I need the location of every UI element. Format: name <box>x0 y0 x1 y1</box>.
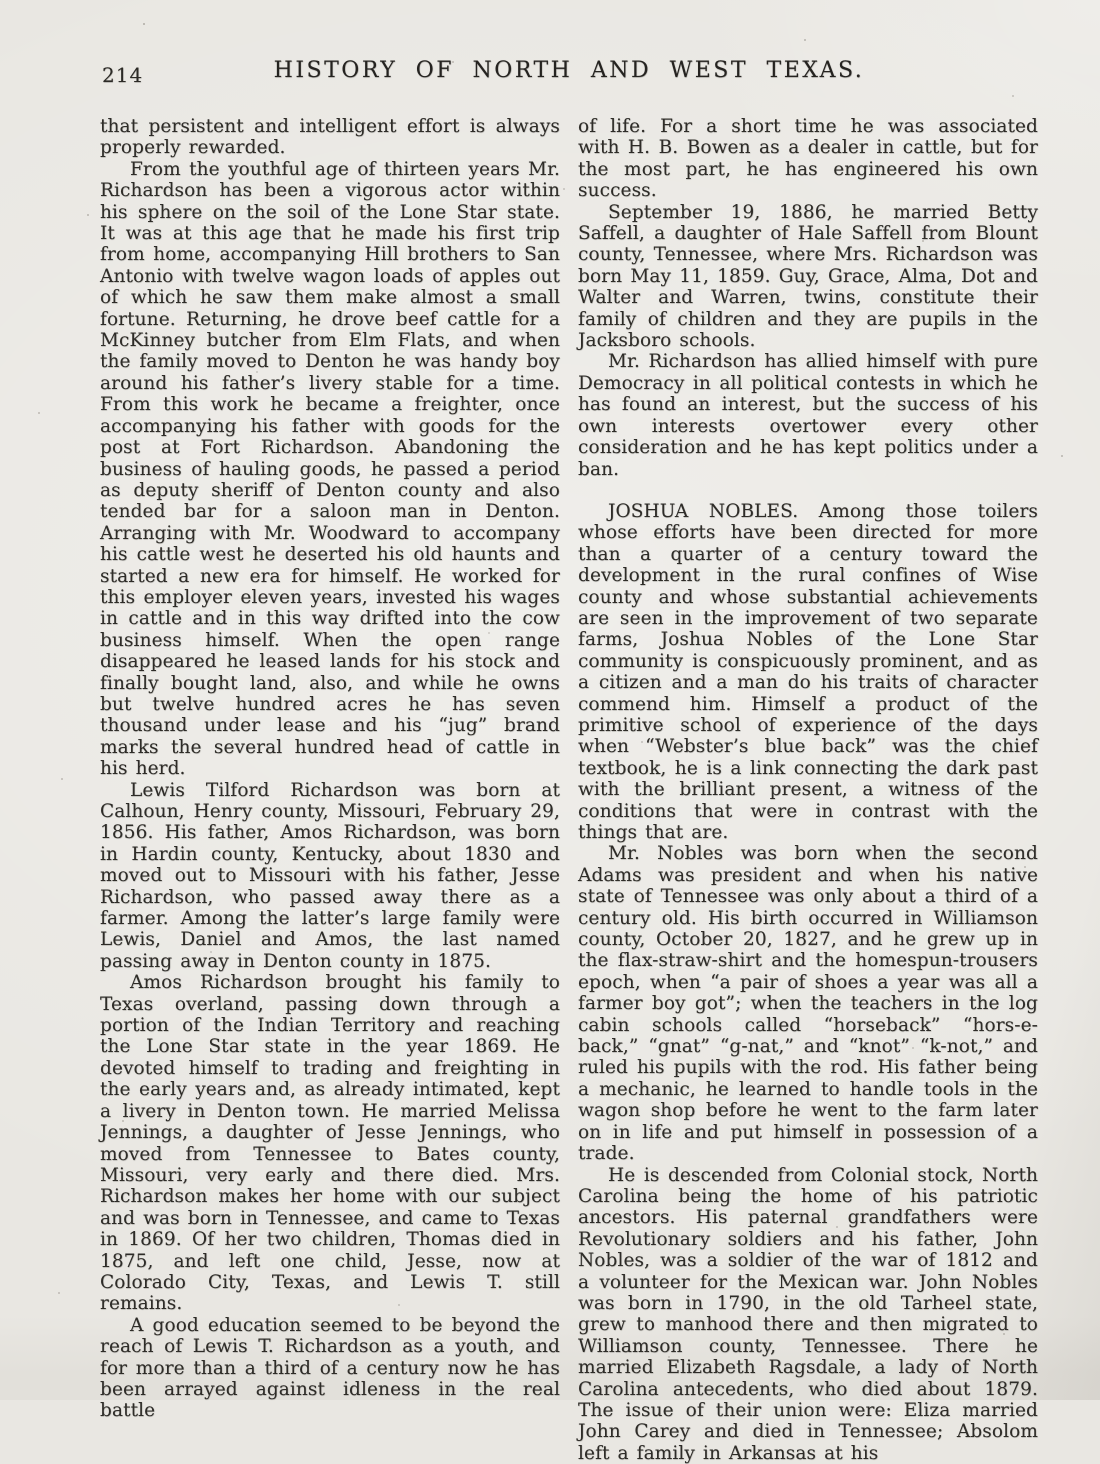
paragraph: September 19, 1886, he married Betty Saffell, a daughter of Hale Saffell from Blount county, Tennessee, where Mrs. Richardson was born May 11, 1859. Guy, Grace, Alma, Dot and Walter and Warren, twins, constitute their family of children and they are pupils in the Jacksboro schools. <box>578 202 1038 352</box>
page-title: HISTORY OF NORTH AND WEST TEXAS. <box>100 58 1038 83</box>
paper-texture <box>0 0 2 2</box>
column-right <box>578 116 1038 1464</box>
paragraph-biography-start: JOSHUA NOBLES. Among those toilers whose efforts have been directed for more than a quarter of a century toward the development in the rural confines of Wise county and whose substantial achievements are seen in the improvement of two separate farms, Joshua Nobles of the Lone Star community is conspicuously prominent, and as a citizen and a man do his traits of character commend him. Himself a product of the primitive school of experience of the days when “Webster’s blue back” was the chief textbook, he is a link connecting the dark past with the brilliant present, a witness of the conditions that were in contrast with the things that are. <box>578 501 1038 844</box>
paragraph: A good education seemed to be beyond the reach of Lewis T. Richardson as a youth, and for more than a third of a century now he has been arrayed against idleness in the real battle <box>100 1315 560 1422</box>
paragraph: Mr. Richardson has allied himself with pure Democracy in all political contests in which he has found an interest, but the success of his own interests overtower every other consideration and he has kept politics under a ban. <box>578 351 1038 479</box>
page-header <box>100 58 1038 90</box>
paragraph: He is descended from Colonial stock, North Carolina being the home of his patriotic ancestors. His paternal grandfathers were Revolutionary soldiers and his father, John Nobles, was a soldier of the war of 1812 and a volunteer for the Mexican war. John Nobles was born in 1790, in the old Tarheel state, grew to manhood there and then migrated to Williamson county, Tennessee. There he married Elizabeth Ragsdale, a lady of North Carolina antecedents, who died about 1879. The issue of their union were: Eliza married John Carey and died in Tennessee; Absolom left a family in Arkansas at his <box>578 1165 1038 1464</box>
page-content <box>100 58 1038 1464</box>
paragraph: Mr. Nobles was born when the second Adams was president and when his native state of Tennessee was only about a third of a century old. His birth occurred in Williamson county, October 20, 1827, and he grew up in the flax-straw-shirt and the homespun-trousers epoch, when “a pair of shoes a year was all a farmer boy got”; when the teachers in the log cabin schools called “horseback” “hors-e-back,” “gnat” “g-nat,” and “knot” “k-not,” and ruled his pupils with the rod. His father being a mechanic, he learned to handle tools in the wagon shop before he went to the farm later on in life and put himself in possession of a trade. <box>578 843 1038 1164</box>
paragraph: Lewis Tilford Richardson was born at Calhoun, Henry county, Missouri, February 29, 1856. His father, Amos Richardson, was born in Hardin county, Kentucky, about 1830 and moved out to Missouri with his father, Jesse Richardson, who passed away there as a farmer. Among the latter’s large family were Lewis, Daniel and Amos, the last named passing away in Denton county in 1875. <box>100 780 560 973</box>
paragraph-continuation: of life. For a short time he was associated with H. B. Bowen as a dealer in cattle, but for the most part, he has engineered his own success. <box>578 116 1038 202</box>
paragraph: Amos Richardson brought his family to Texas overland, passing down through a portion of the Indian Territory and reaching the Lone Star state in the year 1869. He devoted himself to trading and freighting in the early years and, as already intimated, kept a livery in Denton town. He married Melissa Jennings, a daughter of Jesse Jennings, who moved from Tennessee to Bates county, Missouri, very early and there died. Mrs. Richardson makes her home with our subject and was born in Tennessee, and came to Texas in 1869. Of her two children, Thomas died in 1875, and left one child, Jesse, now at Colorado City, Texas, and Lewis T. still remains. <box>100 972 560 1315</box>
page-number: 214 <box>102 63 143 87</box>
paragraph: From the youthful age of thirteen years Mr. Richardson has been a vigorous actor within his sphere on the soil of the Lone Star state. It was at this age that he made his first trip from home, accompanying Hill brothers to San Antonio with twelve wagon loads of apples out of which he saw them make almost a small fortune. Returning, he drove beef cattle for a McKinney butcher from Elm Flats, and when the family moved to Denton he was handy boy around his father’s livery stable for a time. From this work he became a freighter, once accompanying his father with goods for the post at Fort Richardson. Abandoning the business of hauling goods, he passed a period as deputy sheriff of Denton county and also tended bar for a saloon man in Denton. Arranging with Mr. Woodward to accompany his cattle west he deserted his old haunts and started a new era for himself. He worked for this employer eleven years, invested his wages in cattle and in this way drifted into the cow business himself. When the open range disappeared he leased lands for his stock and finally bought land, also, and while he owns but twelve hundred acres he has seven thousand under lease and his “jug” brand marks the several hundred head of cattle in his herd. <box>100 159 560 780</box>
text-columns <box>100 116 1038 1464</box>
paragraph-continuation: that persistent and intelligent effort is always properly rewarded. <box>100 116 560 159</box>
column-left <box>100 116 560 1464</box>
